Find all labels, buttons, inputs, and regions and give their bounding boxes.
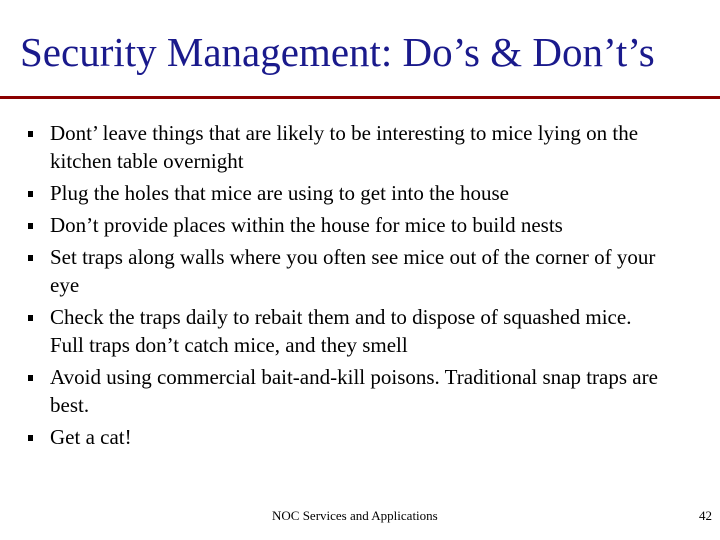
square-bullet-icon: [28, 315, 33, 321]
square-bullet-icon: [28, 191, 33, 197]
square-bullet-icon: [28, 223, 33, 229]
bullet-item: [28, 211, 668, 239]
bullet-text: Don’t provide places within the house for mice to build nests: [50, 213, 563, 237]
footer-text: NOC Services and Applications: [272, 508, 438, 523]
bullet-item: [28, 179, 668, 207]
bullet-item: [28, 423, 668, 451]
bullet-text: Check the traps daily to rebait them and to dispose of squashed mice. Full traps don’t catch mice, and they smell: [50, 305, 632, 357]
square-bullet-icon: [28, 375, 33, 381]
square-bullet-icon: [28, 255, 33, 261]
bullet-item: [28, 243, 668, 299]
bullet-text: Plug the holes that mice are using to get into the house: [50, 181, 509, 205]
bullet-list: [28, 119, 668, 455]
slide-title: Security Management: Do’s & Don’t’s: [20, 29, 655, 75]
title-divider: [0, 96, 720, 99]
square-bullet-icon: [28, 435, 33, 441]
bullet-text: Avoid using commercial bait-and-kill poisons. Traditional snap traps are best.: [50, 365, 658, 417]
bullet-text: Dont’ leave things that are likely to be interesting to mice lying on the kitchen table overnight: [50, 121, 639, 173]
bullet-text: Get a cat!: [50, 425, 132, 449]
page-number: 42: [699, 508, 712, 523]
square-bullet-icon: [28, 131, 33, 137]
bullet-text: Set traps along walls where you often see mice out of the corner of your eye: [50, 245, 656, 297]
bullet-item: [28, 303, 668, 359]
bullet-item: [28, 363, 668, 419]
bullet-item: [28, 119, 668, 175]
